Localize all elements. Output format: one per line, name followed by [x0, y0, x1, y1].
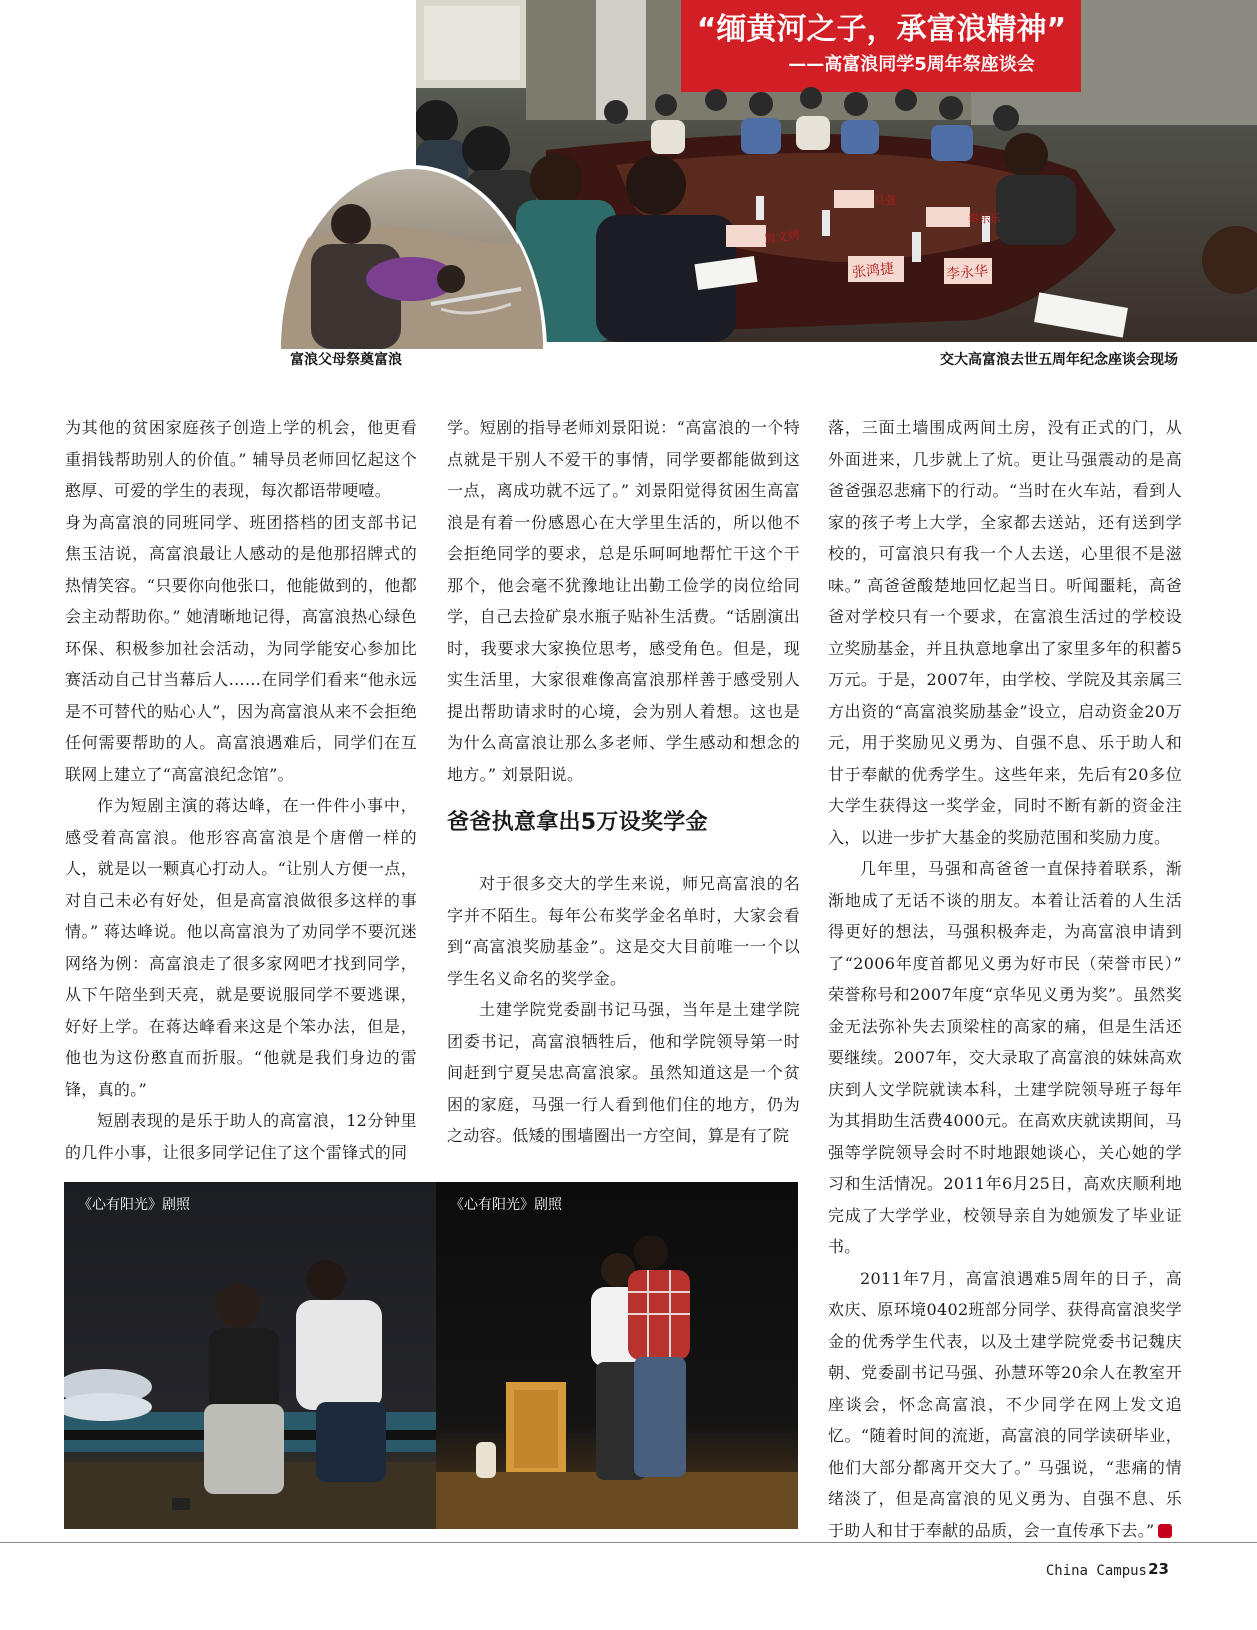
stage-scene-left	[64, 1182, 436, 1529]
paragraph: 几年里，马强和高爸爸一直保持着联系，渐渐地成了无话不谈的朋友。本着让活着的人生活得更好的想法，马强积极奔走，为高富浪申请到了“2006年度首都见义勇为好市民（荣誉市民）” 荣誉称号和2007年度“京华见义勇为奖”。虽然奖金无法弥补失去顶梁柱的高家的痛，但是生活还要继续。2007年，交大录取了高富浪的妹妹高欢庆到人文学院就读本科，土建学院领导班子每年为其捐助生活费4000元。在高欢庆就读期间，马强等学院领导会时不时地跟她谈心，关心她的学习和生活情况。2011年6月25日，高欢庆顺利地完成了大学学业，校领导亲自为她颁发了毕业证书。	[828, 859, 1182, 1256]
stage-scene-right	[436, 1182, 798, 1529]
article-column-1	[65, 412, 417, 1168]
footer-divider	[0, 1542, 1257, 1543]
paragraph: 身为高富浪的同班同学、班团搭档的团支部书记焦玉洁说，高富浪最让人感动的是他那招牌式的热情笑容。“只要你向他张口，他能做到的，他都会主动帮助你。” 她清晰地记得，高富浪热心绿色环保、积极参加社会活动，为同学能安心参加比赛活动自己甘当幕后人……在同学们看来“他永远是不可替代的贴心人”，因为高富浪从来不会拒绝任何需要帮助的人。高富浪遇难后，同学们在互联网上建立了“高富浪纪念馆”。	[65, 512, 417, 784]
paragraph	[828, 1263, 1182, 1547]
stage-photo-left-label: 《心有阳光》剧照	[78, 1197, 190, 1213]
stage-photo-right-label: 《心有阳光》剧照	[450, 1197, 562, 1213]
end-mark-icon	[1158, 1524, 1172, 1538]
name-card-3: 李永华	[945, 263, 989, 283]
section-heading: 爸爸执意拿出5万设奖学金	[447, 810, 708, 835]
name-card-1: 周文娉	[763, 227, 801, 247]
name-card-4: 马强	[874, 194, 896, 207]
meeting-photo	[416, 0, 1257, 342]
magazine-name: China Campus	[1045, 1563, 1147, 1579]
paragraph: 短剧表现的是乐于助人的高富浪，12分钟里的几件小事，让很多同学记住了这个雷锋式的同	[65, 1111, 417, 1162]
stage-photo-right	[436, 1182, 798, 1529]
paragraph: 落，三面土墙围成两间土房，没有正式的门，从外面进来，几步就上了炕。更让马强震动的是高爸爸强忍悲痛下的行动。“当时在火车站，看到人家的孩子考上大学，全家都去送站，还有送到学校的，可富浪只有我一个人去送，心里很不是滋味。” 高爸爸酸楚地回忆起当日。听闻噩耗，高爸爸对学校只有一个要求，在富浪生活过的学校设立奖励基金，并且执意地拿出了家里多年的积蓄5万元。于是，2007年，由学校、学院及其亲属三方出资的“高富浪奖励基金”设立，启动资金20万元，用于奖励见义勇为、自强不息、乐于助人和甘于奉献的优秀学生。这些年来，先后有20多位大学生获得这一奖学金，同时不断有新的资金注入，以进一步扩大基金的奖励范围和奖励力度。	[828, 418, 1182, 847]
paragraph: 作为短剧主演的蒋达峰，在一件件小事中，感受着高富浪。他形容高富浪是个唐僧一样的人，就是以一颗真心打动人。“让别人方便一点，对自己未必有好处，但是高富浪做很多这样的事情。” 蒋达峰说。他以高富浪为了劝同学不要沉迷网络为例：高富浪走了很多家网吧才找到同学，从下午陪坐到天亮，就是要说服同学不要逃课，好好上学。在蒋达峰看来这是个笨办法，但是，他也为这份憨直而折服。“他就是我们身边的雷锋，真的。”	[65, 796, 417, 1099]
name-card-2: 张鸿捷	[851, 260, 895, 282]
paragraph: 对于很多交大的学生来说，师兄高富浪的名字并不陌生。每年公布奖学金名单时，大家会看到“高富浪奖励基金”。这是交大目前唯一一个以学生名义命名的奖学金。	[447, 874, 800, 988]
paragraph: 为其他的贫困家庭孩子创造上学的机会，他更看重捐钱帮助别人的价值。” 辅导员老师回忆起这个憨厚、可爱的学生的表现，每次都语带哽噎。	[65, 418, 417, 500]
caption-left: 富浪父母祭奠富浪	[290, 352, 402, 368]
name-card-5: 秦乐乐	[968, 212, 1001, 225]
paragraph-text: 2011年7月，高富浪遇难5周年的日子，高欢庆、原环境0402班部分同学、获得高富浪奖学金的优秀学生代表，以及土建学院党委书记魏庆朝、党委副书记马强、孙慧环等20余人在教室开座谈会，怀念高富浪，不少同学在网上发文追忆。“随着时间的流逝，高富浪的同学读研毕业，他们大部分都离开交大了。” 马强说，“悲痛的情绪淡了，但是高富浪的见义勇为、自强不息、乐于助人和甘于奉献的品质，会一直传承下去。”	[828, 1268, 1182, 1540]
banner-text	[684, 10, 1079, 80]
paragraph: 学。短剧的指导老师刘景阳说：“高富浪的一个特点就是干别人不爱干的事情，同学要都能做到这一点，离成功就不远了。” 刘景阳觉得贫困生高富浪是有着一份感恩心在大学里生活的，所以他不会拒绝同学的要求，总是乐呵呵地帮忙干这个干那个，他会毫不犹豫地让出勤工俭学的岗位给同学，自己去捡矿泉水瓶子贴补生活费。“话剧演出时，我要求大家换位思考，感受角色。但是，现实生活里，大家很难像高富浪那样善于感受别人提出帮助请求时的心境，会为别人着想。这也是为什么高富浪让那么多老师、学生感动和想念的地方。” 刘景阳说。	[447, 418, 800, 784]
article-column-3	[828, 412, 1182, 1546]
caption-right: 交大高富浪去世五周年纪念座谈会现场	[940, 352, 1178, 368]
banner-line-1: “缅黄河之子，承富浪精神”	[696, 12, 1067, 47]
banner-line-2: ——高富浪同学5周年祭座谈会	[788, 54, 1035, 75]
paragraph: 土建学院党委副书记马强，当年是土建学院团委书记，高富浪牺牲后，他和学院领导第一时间赶到宁夏吴忠高富浪家。虽然知道这是一个贫困的家庭，马强一行人看到他们住的地方，仍为之动容。低矮的围墙圈出一方空间，算是有了院	[447, 1000, 800, 1145]
article-column-2	[447, 412, 800, 1152]
page-number: 23	[1148, 1560, 1169, 1578]
stage-photo-left	[64, 1182, 436, 1529]
